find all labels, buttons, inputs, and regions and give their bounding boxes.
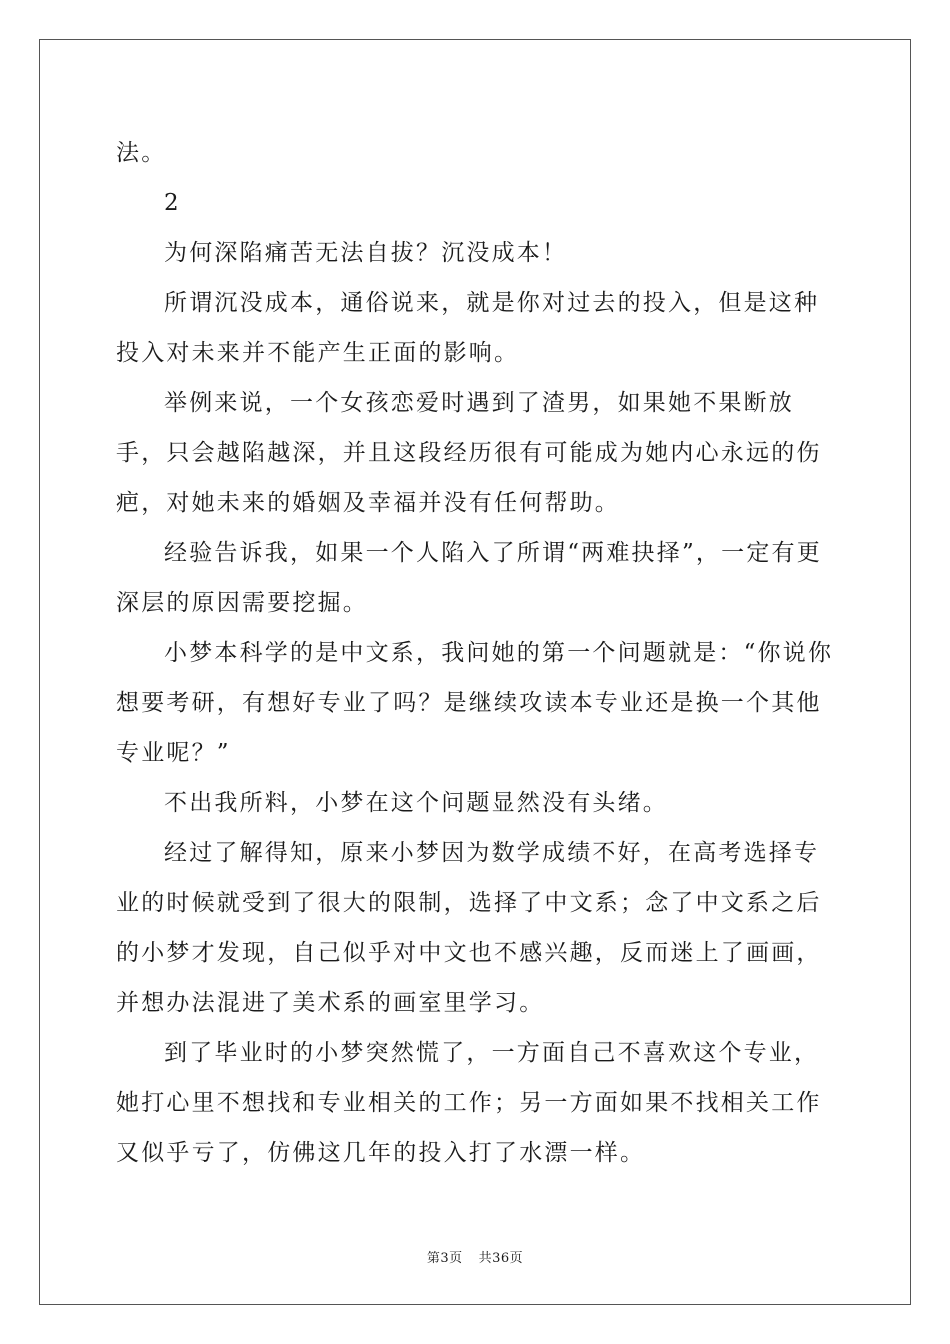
paragraph: 举例来说，一个女孩恋爱时遇到了渣男，如果她不果断放手，只会越陷越深，并且这段经历很有可能成为她内心永远的伤疤，对她未来的婚姻及幸福并没有任何帮助。 <box>116 390 822 516</box>
paragraph: 为何深陷痛苦无法自拔？沉没成本！ <box>164 240 568 266</box>
paragraph: 小梦本科学的是中文系，我问她的第一个问题就是：“你说你想要考研，有想好专业了吗？是继续攻读本专业还是换一个其他专业呢？” <box>116 640 834 766</box>
total-pages: 共36页 <box>478 1251 524 1266</box>
paragraph: 不出我所料，小梦在这个问题显然没有头绪。 <box>164 790 668 816</box>
document-body <box>116 128 836 1178</box>
paragraph: 法。 <box>116 140 167 166</box>
paragraph: 到了毕业时的小梦突然慌了，一方面自己不喜欢这个专业，她打心里不想找和专业相关的工作；另一方面如果不找相关工作又似乎亏了，仿佛这几年的投入打了水漂一样。 <box>116 1040 822 1166</box>
page-number: 第3页 <box>426 1251 463 1266</box>
paragraph: 所谓沉没成本，通俗说来，就是你对过去的投入，但是这种投入对未来并不能产生正面的影响。 <box>116 290 820 366</box>
paragraph: 经过了解得知，原来小梦因为数学成绩不好，在高考选择专业的时候就受到了很大的限制，选择了中文系；念了中文系之后的小梦才发现，自己似乎对中文也不感兴趣，反而迷上了画画，并想办法混进了美术系的画室里学习。 <box>116 840 822 1016</box>
paragraph: 2 <box>164 190 181 216</box>
page-footer <box>0 1247 950 1266</box>
paragraph: 经验告诉我，如果一个人陷入了所谓“两难抉择”，一定有更深层的原因需要挖掘。 <box>116 540 822 616</box>
